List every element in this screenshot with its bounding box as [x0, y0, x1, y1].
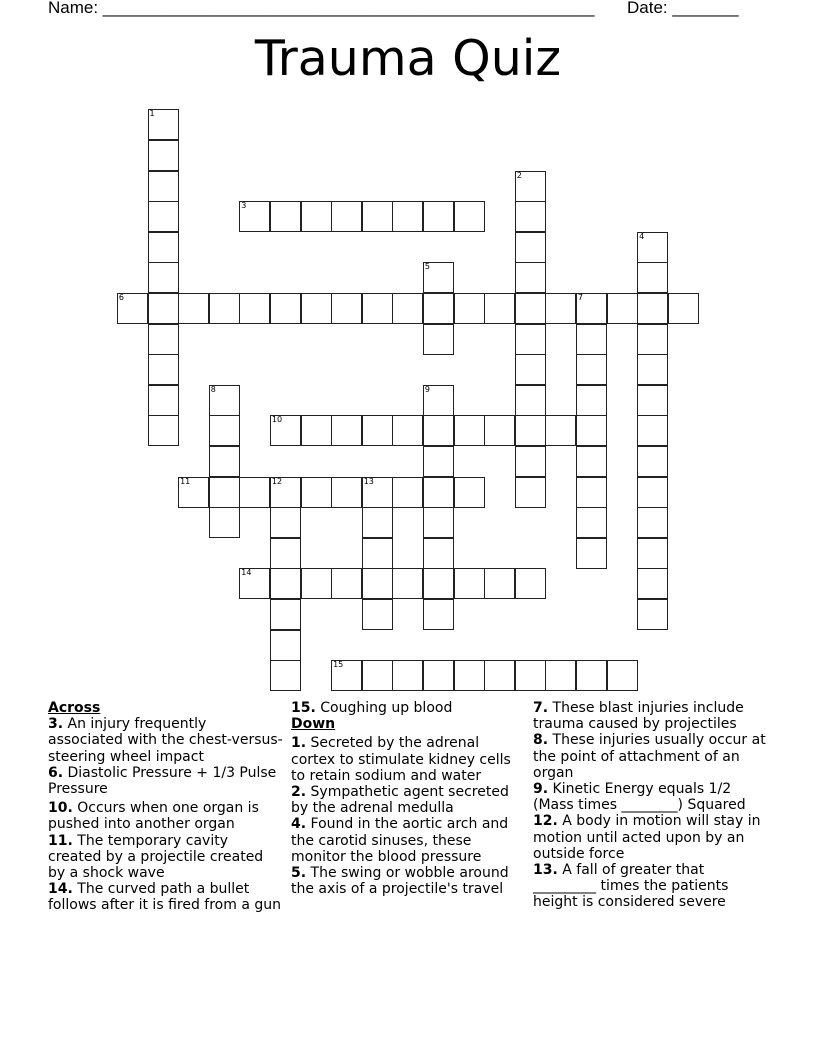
grid-cell[interactable] — [270, 477, 301, 508]
grid-cell[interactable] — [362, 201, 393, 232]
cell-number: 9 — [424, 384, 430, 394]
grid-cell[interactable] — [576, 446, 607, 477]
grid-cell[interactable] — [362, 415, 393, 446]
grid-cell[interactable] — [270, 599, 301, 630]
grid-cell[interactable] — [239, 568, 270, 599]
clue-down-1: 1. Secreted by the adrenal cortex to stimulate kidney cells to retain sodium and water — [291, 735, 511, 784]
grid-cell[interactable] — [423, 446, 454, 477]
grid-cell[interactable] — [270, 630, 301, 661]
grid-cell[interactable] — [515, 324, 546, 355]
grid-cell[interactable] — [637, 354, 668, 385]
grid-cell[interactable] — [148, 262, 179, 293]
grid-cell[interactable] — [392, 568, 423, 599]
grid-cell[interactable] — [270, 568, 301, 599]
grid-cell[interactable] — [637, 568, 668, 599]
cell-number: 3 — [241, 201, 247, 211]
grid-cell[interactable] — [331, 568, 362, 599]
clue-down-12: 12. A body in motion will stay in motion until acted upon by an outside force — [533, 813, 761, 862]
grid-cell[interactable] — [209, 415, 240, 446]
grid-cell[interactable] — [637, 477, 668, 508]
clue-down-9: 9. Kinetic Energy equals 1/2 (Mass times ________) Squared — [533, 781, 746, 814]
name-field-label: Name: ____________________________________________________ — [48, 0, 595, 17]
grid-cell[interactable] — [148, 293, 179, 324]
grid-cell[interactable] — [637, 446, 668, 477]
grid-cell[interactable] — [576, 660, 607, 691]
cell-number: 2 — [516, 170, 522, 180]
grid-cell[interactable] — [423, 507, 454, 538]
grid-cell[interactable] — [270, 660, 301, 691]
grid-cell[interactable] — [331, 477, 362, 508]
cell-number: 12 — [271, 476, 283, 486]
grid-cell[interactable] — [576, 385, 607, 416]
grid-cell[interactable] — [209, 477, 240, 508]
grid-cell[interactable] — [301, 415, 332, 446]
grid-cell[interactable] — [148, 385, 179, 416]
clues-column-3 — [533, 700, 769, 911]
grid-cell[interactable] — [454, 415, 485, 446]
grid-cell[interactable] — [515, 171, 546, 202]
grid-cell[interactable] — [454, 293, 485, 324]
grid-cell[interactable] — [576, 477, 607, 508]
clue-down-8: 8. These injuries usually occur at the point of attachment of an organ — [533, 732, 766, 781]
grid-cell[interactable] — [331, 415, 362, 446]
grid-cell[interactable] — [576, 507, 607, 538]
grid-cell[interactable] — [423, 660, 454, 691]
grid-cell[interactable] — [545, 415, 576, 446]
grid-cell[interactable] — [423, 385, 454, 416]
grid-cell[interactable] — [148, 109, 179, 140]
cell-number: 10 — [271, 415, 283, 425]
grid-cell[interactable] — [148, 140, 179, 171]
grid-cell[interactable] — [515, 568, 546, 599]
cell-number: 6 — [118, 293, 124, 302]
cell-number: 13 — [363, 476, 374, 486]
grid-cell[interactable] — [423, 599, 454, 630]
grid-cell[interactable] — [270, 293, 301, 324]
grid-cell[interactable] — [576, 415, 607, 446]
grid-cell[interactable] — [392, 660, 423, 691]
grid-cell[interactable] — [301, 293, 332, 324]
grid-cell[interactable] — [270, 201, 301, 232]
grid-cell[interactable] — [148, 354, 179, 385]
clue-down-5: 5. The swing or wobble around the axis of a projectile's travel — [291, 865, 509, 898]
grid-cell[interactable] — [637, 324, 668, 355]
grid-cell[interactable] — [484, 415, 515, 446]
cell-number: 11 — [180, 476, 191, 486]
cell-number: 5 — [424, 262, 430, 272]
grid-cell[interactable] — [637, 232, 668, 263]
grid-cell[interactable] — [209, 385, 240, 416]
grid-cell[interactable] — [362, 599, 393, 630]
grid-cell[interactable] — [454, 201, 485, 232]
grid-cell[interactable] — [331, 293, 362, 324]
across-heading: Across — [48, 700, 101, 716]
cell-number: 15 — [333, 660, 344, 670]
grid-cell[interactable] — [515, 354, 546, 385]
grid-cell[interactable] — [484, 660, 515, 691]
grid-cell[interactable] — [423, 324, 454, 355]
grid-cell[interactable] — [239, 477, 270, 508]
cell-number: 14 — [241, 568, 252, 578]
grid-cell[interactable] — [515, 293, 546, 324]
grid-cell[interactable] — [239, 293, 270, 324]
grid-cell[interactable] — [515, 201, 546, 232]
grid-cell[interactable] — [392, 201, 423, 232]
cell-number: 4 — [639, 231, 645, 241]
clue-down-2: 2. Sympathetic agent secreted by the adrenal medulla — [291, 784, 509, 817]
grid-cell[interactable] — [270, 507, 301, 538]
clues-column-1 — [48, 700, 284, 914]
clue-across-6: 6. Diastolic Pressure + 1/3 Pulse Pressure — [48, 764, 277, 798]
grid-cell[interactable] — [576, 538, 607, 569]
grid-cell[interactable] — [423, 415, 454, 446]
grid-cell[interactable] — [423, 568, 454, 599]
grid-cell[interactable] — [209, 293, 240, 324]
down-heading: Down — [291, 716, 336, 733]
grid-cell[interactable] — [454, 477, 485, 508]
grid-cell[interactable] — [668, 293, 699, 324]
grid-cell[interactable] — [607, 660, 638, 691]
grid-cell[interactable] — [148, 201, 179, 232]
cell-number: 7 — [577, 293, 583, 302]
cell-number: 1 — [149, 109, 155, 119]
grid-cell[interactable] — [301, 201, 332, 232]
grid-cell[interactable] — [423, 538, 454, 569]
grid-cell[interactable] — [515, 385, 546, 416]
grid-cell[interactable] — [637, 262, 668, 293]
clue-down-4: 4. Found in the aortic arch and the carotid sinuses, these monitor the blood pressure — [291, 816, 509, 865]
clues-column-2 — [291, 700, 527, 897]
grid-cell[interactable] — [423, 262, 454, 293]
clue-across-10: 10. Occurs when one organ is pushed into another organ — [48, 800, 259, 833]
grid-cell[interactable] — [637, 538, 668, 569]
clue-across-3: 3. An injury frequently associated with the chest-versus-steering wheel impact — [48, 716, 283, 765]
grid-cell[interactable] — [362, 477, 393, 508]
grid-cell[interactable] — [484, 293, 515, 324]
grid-cell[interactable] — [148, 324, 179, 355]
grid-cell[interactable] — [239, 201, 270, 232]
grid-cell[interactable] — [209, 507, 240, 538]
grid-cell[interactable] — [423, 477, 454, 508]
grid-cell[interactable] — [515, 415, 546, 446]
grid-cell[interactable] — [331, 660, 362, 691]
grid-cell[interactable] — [362, 660, 393, 691]
grid-cell[interactable] — [576, 324, 607, 355]
grid-cell[interactable] — [545, 293, 576, 324]
clue-across-14: 14. The curved path a bullet follows after it is fired from a gun — [48, 881, 281, 914]
grid-cell[interactable] — [392, 415, 423, 446]
page-title: Trauma Quiz — [254, 30, 562, 87]
clue-down-13: 13. A fall of greater that _________ times the patients height is considered severe — [533, 862, 729, 911]
grid-cell[interactable] — [637, 599, 668, 630]
grid-cell[interactable] — [392, 293, 423, 324]
grid-cell[interactable] — [270, 538, 301, 569]
grid-cell[interactable] — [637, 415, 668, 446]
grid-cell[interactable] — [515, 262, 546, 293]
grid-cell[interactable] — [515, 477, 546, 508]
cell-number: 8 — [210, 384, 216, 394]
grid-cell[interactable] — [362, 507, 393, 538]
grid-cell[interactable] — [454, 660, 485, 691]
grid-cell[interactable] — [148, 232, 179, 263]
grid-cell[interactable] — [117, 293, 148, 324]
clue-across-11: 11. The temporary cavity created by a projectile created by a shock wave — [48, 832, 264, 882]
clue-across-15: 15. Coughing up blood — [291, 700, 453, 716]
grid-cell[interactable] — [362, 293, 393, 324]
grid-cell[interactable] — [423, 293, 454, 324]
grid-cell[interactable] — [301, 477, 332, 508]
grid-cell[interactable] — [607, 293, 638, 324]
grid-cell[interactable] — [270, 415, 301, 446]
grid-cell[interactable] — [148, 415, 179, 446]
grid-cell[interactable] — [515, 446, 546, 477]
grid-cell[interactable] — [454, 568, 485, 599]
grid-cell[interactable] — [148, 171, 179, 202]
grid-cell[interactable] — [178, 477, 209, 508]
grid-cell[interactable] — [515, 232, 546, 263]
grid-cell[interactable] — [576, 354, 607, 385]
grid-cell[interactable] — [423, 201, 454, 232]
grid-cell[interactable] — [576, 293, 607, 324]
grid-cell[interactable] — [392, 477, 423, 508]
grid-cell[interactable] — [545, 660, 576, 691]
grid-cell[interactable] — [484, 568, 515, 599]
grid-cell[interactable] — [178, 293, 209, 324]
grid-cell[interactable] — [362, 538, 393, 569]
date-field-label: Date: _______ — [627, 0, 739, 17]
grid-cell[interactable] — [515, 660, 546, 691]
grid-cell[interactable] — [637, 385, 668, 416]
grid-cell[interactable] — [301, 568, 332, 599]
clue-down-7: 7. These blast injuries include trauma caused by projectiles — [533, 700, 744, 733]
grid-cell[interactable] — [209, 446, 240, 477]
grid-cell[interactable] — [362, 568, 393, 599]
grid-cell[interactable] — [637, 507, 668, 538]
grid-cell[interactable] — [637, 293, 668, 324]
grid-cell[interactable] — [331, 201, 362, 232]
